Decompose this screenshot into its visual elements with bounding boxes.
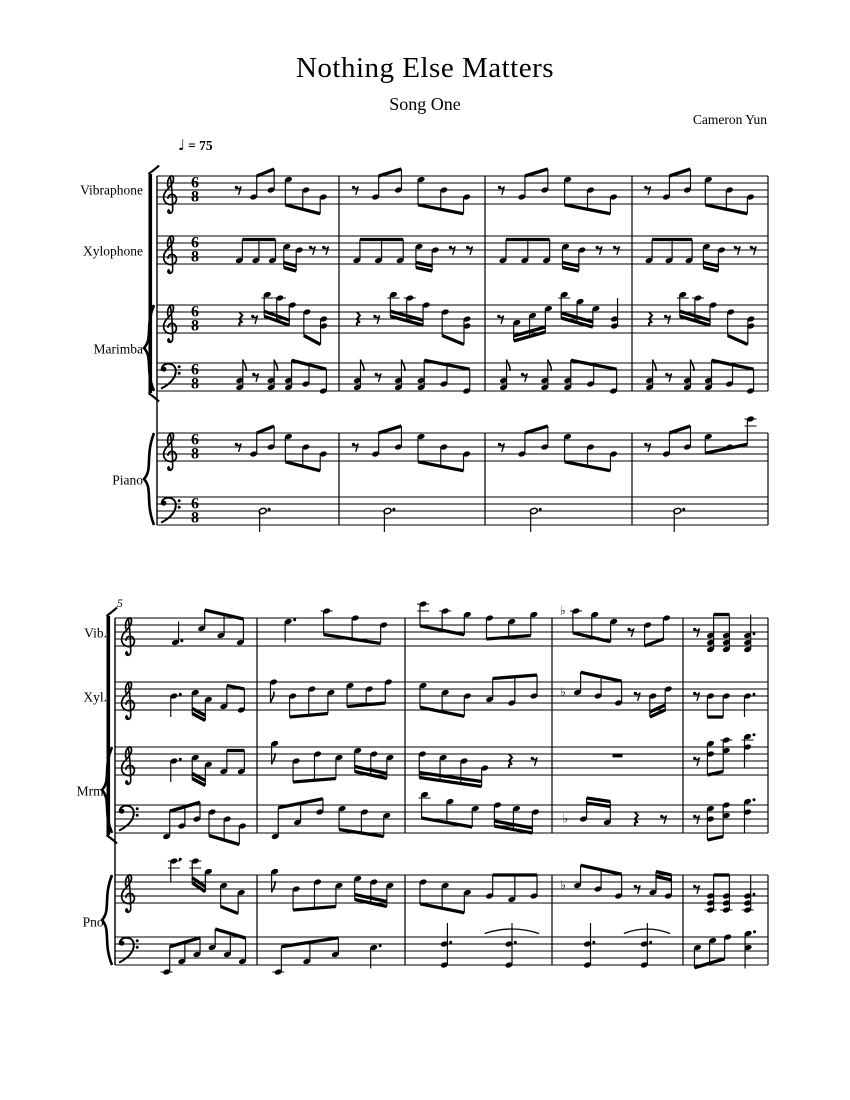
staff [115, 682, 768, 710]
instrument-label: Vibraphone [80, 182, 143, 198]
treble-clef-icon [164, 176, 177, 213]
measure [644, 415, 756, 457]
time-signature-top: 6 [191, 431, 199, 449]
composer-credit: Cameron Yun [692, 112, 767, 127]
measure [235, 240, 329, 272]
svg-text:♭: ♭ [560, 685, 566, 699]
time-signature-bottom: 8 [191, 445, 199, 463]
measure [161, 929, 247, 976]
measure [353, 240, 473, 272]
measure [649, 291, 755, 345]
instrument-label: Piano [112, 472, 143, 488]
treble-clef-icon [122, 682, 135, 719]
staff [157, 305, 768, 333]
system [77, 598, 768, 976]
treble-clef-icon [164, 433, 177, 470]
page-subtitle: Song One [389, 94, 461, 114]
treble-clef-icon [164, 236, 177, 273]
svg-text:♭: ♭ [562, 811, 569, 826]
staff [115, 805, 768, 833]
staff [115, 937, 768, 965]
treble-clef-icon [122, 618, 135, 655]
staff [157, 433, 768, 461]
treble-clef-icon [122, 747, 135, 784]
grand-staff-brace [144, 433, 154, 525]
treble-clef-icon [164, 305, 177, 342]
measure [613, 754, 623, 757]
system [80, 166, 768, 533]
bass-clef-icon [119, 938, 138, 963]
instrument-label: Marimba [93, 341, 143, 357]
time-signature-top: 6 [191, 303, 199, 321]
svg-text:♭: ♭ [559, 603, 566, 618]
staff [157, 176, 768, 204]
measure [171, 610, 244, 646]
bass-clef-icon [119, 806, 138, 831]
measure [693, 615, 755, 654]
page-title: Nothing Else Matters [295, 52, 555, 84]
staff [115, 747, 768, 775]
time-signature-top: 6 [191, 495, 199, 513]
time-signature-bottom: 8 [191, 188, 199, 206]
time-signature-top: 6 [191, 234, 199, 252]
measure [693, 930, 756, 969]
measure [440, 923, 539, 969]
bass-clef-icon [161, 498, 180, 523]
time-signature-bottom: 8 [191, 248, 199, 266]
instrument-label: Mrm. [76, 783, 107, 799]
quarter-note-icon: ♩ [178, 136, 186, 154]
measure-number: 5 [117, 598, 123, 610]
bass-clef-icon [161, 364, 180, 389]
measure [269, 678, 392, 717]
time-signature-top: 6 [191, 361, 199, 379]
measure [583, 923, 670, 969]
measure [645, 240, 756, 272]
treble-clef-icon [122, 875, 135, 912]
tempo-value: = 75 [188, 138, 213, 153]
measure [357, 291, 471, 345]
staff [115, 618, 768, 646]
measure [168, 857, 246, 913]
instrument-label: Xylophone [83, 243, 143, 259]
time-signature-top: 6 [191, 174, 199, 192]
instrument-label: Vib. [84, 625, 107, 641]
instrument-label: Pno. [82, 914, 107, 930]
measure [417, 600, 538, 639]
time-signature-bottom: 8 [191, 509, 199, 527]
measure [693, 692, 755, 717]
measure [272, 938, 381, 976]
svg-text:♭: ♭ [560, 878, 566, 892]
time-signature-bottom: 8 [191, 317, 199, 335]
measure [239, 291, 328, 345]
measure [162, 802, 246, 844]
measure [693, 875, 755, 914]
time-signature-bottom: 8 [191, 375, 199, 393]
measure [499, 240, 620, 272]
instrument-label: Xyl. [83, 689, 107, 705]
measure [419, 875, 538, 913]
